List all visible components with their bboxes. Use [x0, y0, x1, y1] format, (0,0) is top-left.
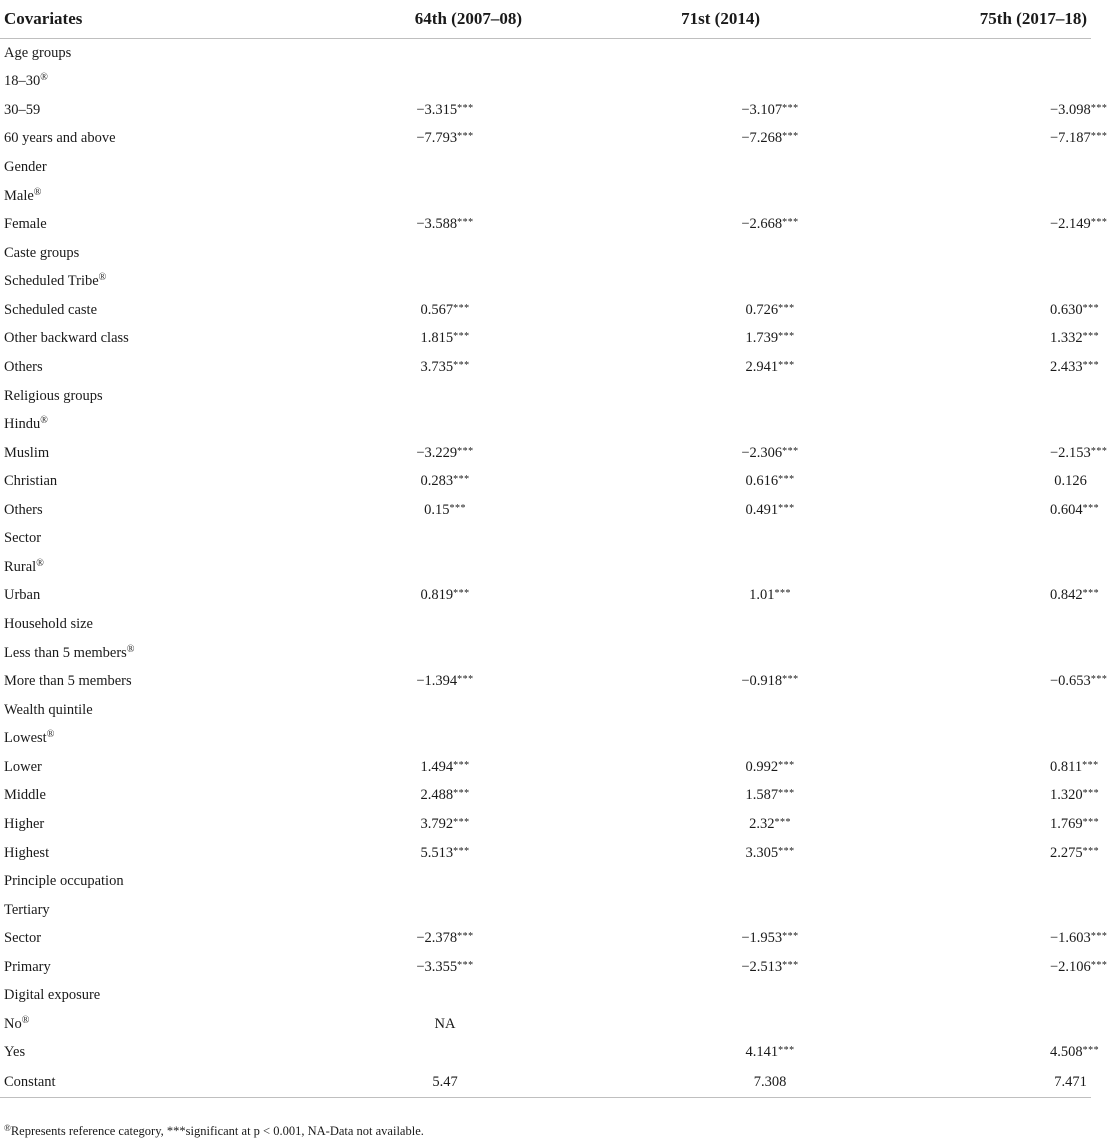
significance-stars: ***	[778, 788, 795, 800]
table-row	[0, 725, 1091, 754]
covariate-label	[0, 953, 300, 982]
coefficient-cell: 0.630***	[1050, 301, 1100, 318]
table-row	[0, 782, 1091, 811]
coefficient-cell: 0.726***	[745, 301, 795, 318]
coefficient-cell	[860, 696, 1091, 725]
table-row	[0, 496, 1091, 525]
covariate-label	[0, 982, 300, 1011]
table-row	[0, 68, 1091, 97]
covariate-name: Primary	[4, 958, 51, 975]
covariate-name: Scheduled caste	[4, 301, 98, 318]
table-row	[0, 153, 1091, 182]
coefficient-cell: 0.126	[1054, 473, 1087, 490]
covariate-label	[0, 610, 300, 639]
coefficient-cell: 5.47	[300, 1067, 550, 1098]
significance-stars: ***	[1082, 788, 1100, 800]
coefficient-cell: 1.494***	[420, 758, 470, 775]
coefficient-cell: 4.508***	[1050, 1044, 1100, 1061]
coefficient-cell	[300, 410, 550, 439]
significance-stars: ***	[1090, 131, 1107, 143]
significance-stars: ***	[1082, 1045, 1100, 1057]
significance-stars: ***	[457, 931, 474, 943]
reference-category-mark: ®	[46, 729, 55, 741]
coefficient-cell: −2.149***	[1050, 216, 1107, 233]
coefficient-cell: 0.491***	[745, 501, 795, 518]
coefficient-cell	[300, 153, 550, 182]
covariate-label	[0, 696, 300, 725]
table-row	[0, 239, 1091, 268]
coefficient-cell	[550, 610, 860, 639]
significance-stars: ***	[1090, 445, 1107, 457]
covariate-name: Principle occupation	[4, 873, 124, 890]
table-row	[0, 410, 1091, 439]
coefficient-cell	[300, 382, 550, 411]
significance-stars: ***	[449, 502, 466, 514]
covariate-label	[0, 239, 300, 268]
coefficient-cell: −2.513***	[741, 958, 799, 975]
coefficient-cell	[300, 696, 550, 725]
covariate-label	[0, 1010, 300, 1039]
significance-stars: ***	[782, 445, 799, 457]
coefficient-cell	[300, 525, 550, 554]
table-row	[0, 1039, 1091, 1068]
covariate-name: Muslim	[4, 444, 50, 461]
covariate-name: 60 years and above	[4, 130, 116, 147]
coefficient-cell	[300, 182, 550, 211]
coefficient-cell: −2.306***	[741, 444, 799, 461]
covariate-label	[0, 810, 300, 839]
significance-stars: ***	[778, 845, 795, 857]
covariate-label	[0, 268, 300, 297]
coefficient-cell	[860, 382, 1091, 411]
coefficient-cell: −2.378***	[416, 930, 474, 947]
coefficient-cell	[300, 1039, 550, 1068]
table-row	[0, 667, 1091, 696]
coefficient-cell	[860, 610, 1091, 639]
covariate-label	[0, 410, 300, 439]
table-row	[0, 867, 1091, 896]
coefficient-cell: −7.187***	[1050, 130, 1107, 147]
table-row	[0, 810, 1091, 839]
covariate-label	[0, 325, 300, 354]
significance-stars: ***	[774, 816, 791, 828]
table-header	[0, 0, 1091, 39]
table-row	[0, 96, 1091, 125]
significance-stars: ***	[1082, 359, 1100, 371]
table-row	[0, 982, 1091, 1011]
covariate-label	[0, 896, 300, 925]
covariate-label	[0, 525, 300, 554]
covariate-name: 18–30	[4, 73, 41, 90]
table-row	[0, 896, 1091, 925]
covariate-label	[0, 639, 300, 668]
significance-stars: ***	[782, 131, 799, 143]
coefficient-cell	[860, 525, 1091, 554]
covariate-label	[0, 39, 300, 68]
covariate-name: Hindu	[4, 416, 41, 433]
significance-stars: ***	[778, 474, 795, 486]
covariate-label	[0, 553, 300, 582]
table-row	[0, 839, 1091, 868]
table-row	[0, 296, 1091, 325]
header-round-71st: 71st (2014)	[550, 0, 860, 39]
coefficient-cell	[300, 725, 550, 754]
coefficient-cell: −3.315***	[416, 101, 474, 118]
coefficient-cell: 0.842***	[1050, 587, 1100, 604]
significance-stars: ***	[453, 359, 470, 371]
coefficient-cell: 7.471	[860, 1067, 1091, 1098]
covariate-label	[0, 296, 300, 325]
significance-stars: ***	[453, 331, 470, 343]
table-row	[0, 210, 1091, 239]
coefficient-cell: −3.098***	[1050, 101, 1107, 118]
covariate-label	[0, 353, 300, 382]
significance-stars: ***	[782, 102, 799, 114]
significance-stars: ***	[1090, 959, 1107, 971]
covariate-name: Scheduled Tribe	[4, 273, 99, 290]
reference-category-mark: ®	[98, 272, 107, 284]
significance-stars: ***	[778, 759, 795, 771]
coefficient-cell	[300, 68, 550, 97]
covariate-label	[0, 782, 300, 811]
significance-stars: ***	[778, 359, 795, 371]
coefficient-cell: 1.769***	[1050, 815, 1100, 832]
table-row	[0, 467, 1091, 496]
covariate-name: Rural	[4, 558, 37, 575]
coefficient-cell	[550, 182, 860, 211]
significance-stars: ***	[457, 217, 474, 229]
coefficient-cell	[860, 982, 1091, 1011]
table-row	[0, 610, 1091, 639]
coefficient-cell	[300, 867, 550, 896]
coefficient-cell	[300, 268, 550, 297]
significance-stars: ***	[453, 845, 470, 857]
table-row	[0, 325, 1091, 354]
covariate-label	[0, 96, 300, 125]
footnote-reference-mark: ®	[4, 1123, 11, 1133]
reference-category-mark: ®	[40, 415, 48, 427]
significance-stars: ***	[453, 302, 470, 314]
covariate-name: Male	[4, 187, 34, 204]
covariate-label	[0, 839, 300, 868]
coefficient-cell: 3.305***	[745, 844, 795, 861]
coefficient-cell: 0.604***	[1050, 501, 1100, 518]
coefficient-cell: 5.513***	[420, 844, 470, 861]
footnote-text: Represents reference category, ***significant at p < 0.001, NA-Data not available.	[10, 1124, 424, 1138]
significance-stars: ***	[1082, 302, 1100, 314]
coefficient-cell	[860, 410, 1091, 439]
coefficient-cell	[300, 896, 550, 925]
header-round-75th: 75th (2017–18)	[860, 0, 1091, 39]
significance-stars: ***	[778, 1045, 795, 1057]
coefficient-cell	[860, 239, 1091, 268]
covariate-name: Female	[4, 216, 47, 233]
covariate-label	[0, 924, 300, 953]
reference-category-mark: ®	[40, 72, 48, 84]
coefficient-cell	[860, 553, 1091, 582]
significance-stars: ***	[1082, 588, 1100, 600]
covariate-name: Age groups	[4, 44, 72, 61]
covariate-name: Christian	[4, 473, 58, 490]
reference-category-mark: ®	[21, 1014, 30, 1026]
covariate-name: Higher	[4, 815, 45, 832]
significance-stars: ***	[453, 816, 470, 828]
covariate-label	[0, 1067, 300, 1098]
table-row	[0, 1010, 1091, 1039]
coefficient-cell: −1.394***	[416, 673, 474, 690]
reference-category-mark: ®	[33, 186, 42, 198]
coefficient-cell: −3.588***	[416, 216, 474, 233]
table-row	[0, 353, 1091, 382]
coefficient-cell	[860, 182, 1091, 211]
significance-stars: ***	[1090, 102, 1107, 114]
significance-stars: ***	[782, 674, 799, 686]
reference-category-mark: ®	[126, 643, 135, 655]
significance-stars: ***	[778, 331, 795, 343]
covariate-label	[0, 153, 300, 182]
coefficient-cell	[300, 982, 550, 1011]
coefficient-cell: 2.433***	[1050, 358, 1100, 375]
significance-stars: ***	[778, 302, 795, 314]
coefficient-cell	[550, 896, 860, 925]
covariate-name: Caste groups	[4, 244, 80, 261]
covariate-name: Constant	[4, 1073, 56, 1090]
coefficient-cell	[550, 696, 860, 725]
significance-stars: ***	[1090, 931, 1107, 943]
coefficient-cell: 0.992***	[745, 758, 795, 775]
table-row	[0, 525, 1091, 554]
coefficient-cell	[300, 639, 550, 668]
covariate-name: Lower	[4, 758, 42, 775]
covariate-name: Highest	[4, 844, 50, 861]
coefficient-cell	[550, 410, 860, 439]
coefficient-cell: −0.918***	[741, 673, 799, 690]
coefficient-cell	[860, 268, 1091, 297]
coefficient-cell: 0.283***	[420, 473, 470, 490]
coefficient-cell	[550, 153, 860, 182]
table-row	[0, 125, 1091, 154]
coefficient-cell: 0.567***	[420, 301, 470, 318]
header-covariates: Covariates	[0, 0, 300, 39]
coefficient-cell: 1.332***	[1050, 330, 1100, 347]
covariate-name: Other backward class	[4, 330, 129, 347]
significance-stars: ***	[1082, 845, 1100, 857]
significance-stars: ***	[782, 931, 799, 943]
table-row	[0, 39, 1091, 68]
table-row	[0, 924, 1091, 953]
coefficient-cell	[550, 268, 860, 297]
coefficient-cell	[300, 553, 550, 582]
covariate-name: Middle	[4, 787, 46, 804]
covariate-name: Religious groups	[4, 387, 103, 404]
significance-stars: ***	[457, 445, 474, 457]
covariate-name: No	[4, 1015, 22, 1032]
table-row	[0, 953, 1091, 982]
coefficient-cell: −3.229***	[416, 444, 474, 461]
table-row	[0, 182, 1091, 211]
significance-stars: ***	[1082, 331, 1100, 343]
coefficient-cell: 0.819***	[420, 587, 470, 604]
covariate-name: Household size	[4, 616, 93, 633]
coefficient-cell: −2.106***	[1050, 958, 1107, 975]
coefficient-cell	[860, 1010, 1091, 1039]
significance-stars: ***	[782, 217, 799, 229]
significance-stars: ***	[453, 474, 470, 486]
covariate-label	[0, 467, 300, 496]
significance-stars: ***	[457, 959, 474, 971]
covariate-name: 30–59	[4, 101, 41, 118]
table-row	[0, 582, 1091, 611]
coefficient-cell	[550, 39, 860, 68]
significance-stars: ***	[457, 102, 474, 114]
covariate-label	[0, 582, 300, 611]
coefficient-cell: 4.141***	[745, 1044, 795, 1061]
coefficient-cell: 2.32***	[749, 815, 791, 832]
table-row	[0, 382, 1091, 411]
coefficient-cell: −7.268***	[741, 130, 799, 147]
coefficient-cell	[300, 239, 550, 268]
coefficient-cell: 3.792***	[420, 815, 470, 832]
covariate-label	[0, 439, 300, 468]
coefficient-cell: 1.01***	[749, 587, 791, 604]
coefficient-cell: 2.941***	[745, 358, 795, 375]
coefficient-cell	[550, 639, 860, 668]
coefficient-cell: 1.587***	[745, 787, 795, 804]
covariate-name: Tertiary	[4, 901, 50, 918]
covariate-name: Lowest	[4, 730, 47, 747]
coefficient-cell	[550, 239, 860, 268]
significance-stars: ***	[1082, 502, 1100, 514]
table-body	[0, 39, 1107, 1098]
covariate-label	[0, 125, 300, 154]
coefficient-cell: −2.668***	[741, 216, 799, 233]
table-row	[0, 696, 1091, 725]
coefficient-cell	[860, 725, 1091, 754]
significance-stars: ***	[453, 788, 470, 800]
covariate-name: Digital exposure	[4, 987, 101, 1004]
coefficient-cell	[550, 382, 860, 411]
covariate-label	[0, 68, 300, 97]
significance-stars: ***	[774, 588, 791, 600]
coefficient-cell: −0.653***	[1050, 673, 1107, 690]
coefficient-cell	[550, 725, 860, 754]
significance-stars: ***	[1090, 674, 1107, 686]
coefficient-cell	[860, 153, 1091, 182]
covariate-name: Wealth quintile	[4, 701, 93, 718]
coefficient-cell	[300, 39, 550, 68]
covariate-name: Urban	[4, 587, 41, 604]
header-round-64th: 64th (2007–08)	[300, 0, 550, 39]
covariate-label	[0, 867, 300, 896]
coefficient-cell: 1.815***	[420, 330, 470, 347]
header-row	[0, 0, 1091, 39]
coefficient-cell: 2.488***	[420, 787, 470, 804]
significance-stars: ***	[453, 759, 470, 771]
coefficient-cell: NA	[434, 1015, 456, 1032]
covariate-name: More than 5 members	[4, 673, 132, 690]
significance-stars: ***	[1082, 816, 1100, 828]
significance-stars: ***	[782, 959, 799, 971]
reference-category-mark: ®	[36, 557, 44, 569]
coefficient-cell	[860, 68, 1091, 97]
covariate-name: Less than 5 members	[4, 644, 127, 661]
covariate-label	[0, 210, 300, 239]
covariate-name: Gender	[4, 159, 47, 176]
covariate-name: Others	[4, 501, 43, 518]
significance-stars: ***	[453, 588, 470, 600]
coefficient-cell: 3.735***	[420, 358, 470, 375]
coefficient-cell: −1.603***	[1050, 930, 1107, 947]
table-row	[0, 268, 1091, 297]
covariate-label	[0, 382, 300, 411]
coefficient-cell	[550, 867, 860, 896]
table-footnote	[4, 1124, 424, 1139]
coefficient-cell	[550, 68, 860, 97]
table-row	[0, 639, 1091, 668]
significance-stars: ***	[778, 502, 795, 514]
coefficient-cell	[860, 896, 1091, 925]
significance-stars: ***	[1082, 759, 1099, 771]
table-row	[0, 1067, 1091, 1098]
coefficient-cell: 0.15***	[424, 501, 466, 518]
coefficient-cell: −3.355***	[416, 958, 474, 975]
coefficient-cell: 1.320***	[1050, 787, 1100, 804]
table-row	[0, 753, 1091, 782]
significance-stars: ***	[457, 674, 474, 686]
coefficient-cell: 7.308	[550, 1067, 860, 1098]
covariate-name: Sector	[4, 930, 42, 947]
coefficient-cell	[550, 1010, 860, 1039]
significance-stars: ***	[1090, 217, 1107, 229]
covariate-name: Sector	[4, 530, 42, 547]
coefficient-cell	[550, 982, 860, 1011]
coefficient-cell: 0.811***	[1050, 758, 1099, 775]
table-row	[0, 553, 1091, 582]
covariate-name: Others	[4, 358, 43, 375]
coefficient-cell: 0.616***	[745, 473, 795, 490]
coefficient-cell	[860, 639, 1091, 668]
covariate-label	[0, 182, 300, 211]
coefficient-cell: −2.153***	[1050, 444, 1107, 461]
coefficient-cell	[300, 610, 550, 639]
covariate-label	[0, 1039, 300, 1068]
coefficient-cell	[860, 867, 1091, 896]
covariate-label	[0, 725, 300, 754]
coefficient-cell: 1.739***	[745, 330, 795, 347]
coefficient-cell	[550, 525, 860, 554]
significance-stars: ***	[457, 131, 474, 143]
coefficient-cell: −3.107***	[741, 101, 799, 118]
covariate-label	[0, 667, 300, 696]
table-row	[0, 439, 1091, 468]
coefficient-cell	[550, 553, 860, 582]
coefficient-cell: −1.953***	[741, 930, 799, 947]
coefficient-cell: 2.275***	[1050, 844, 1100, 861]
covariate-label	[0, 753, 300, 782]
coefficient-cell	[860, 39, 1091, 68]
coefficient-cell: −7.793***	[416, 130, 474, 147]
covariate-name: Yes	[4, 1044, 26, 1061]
covariate-label	[0, 496, 300, 525]
